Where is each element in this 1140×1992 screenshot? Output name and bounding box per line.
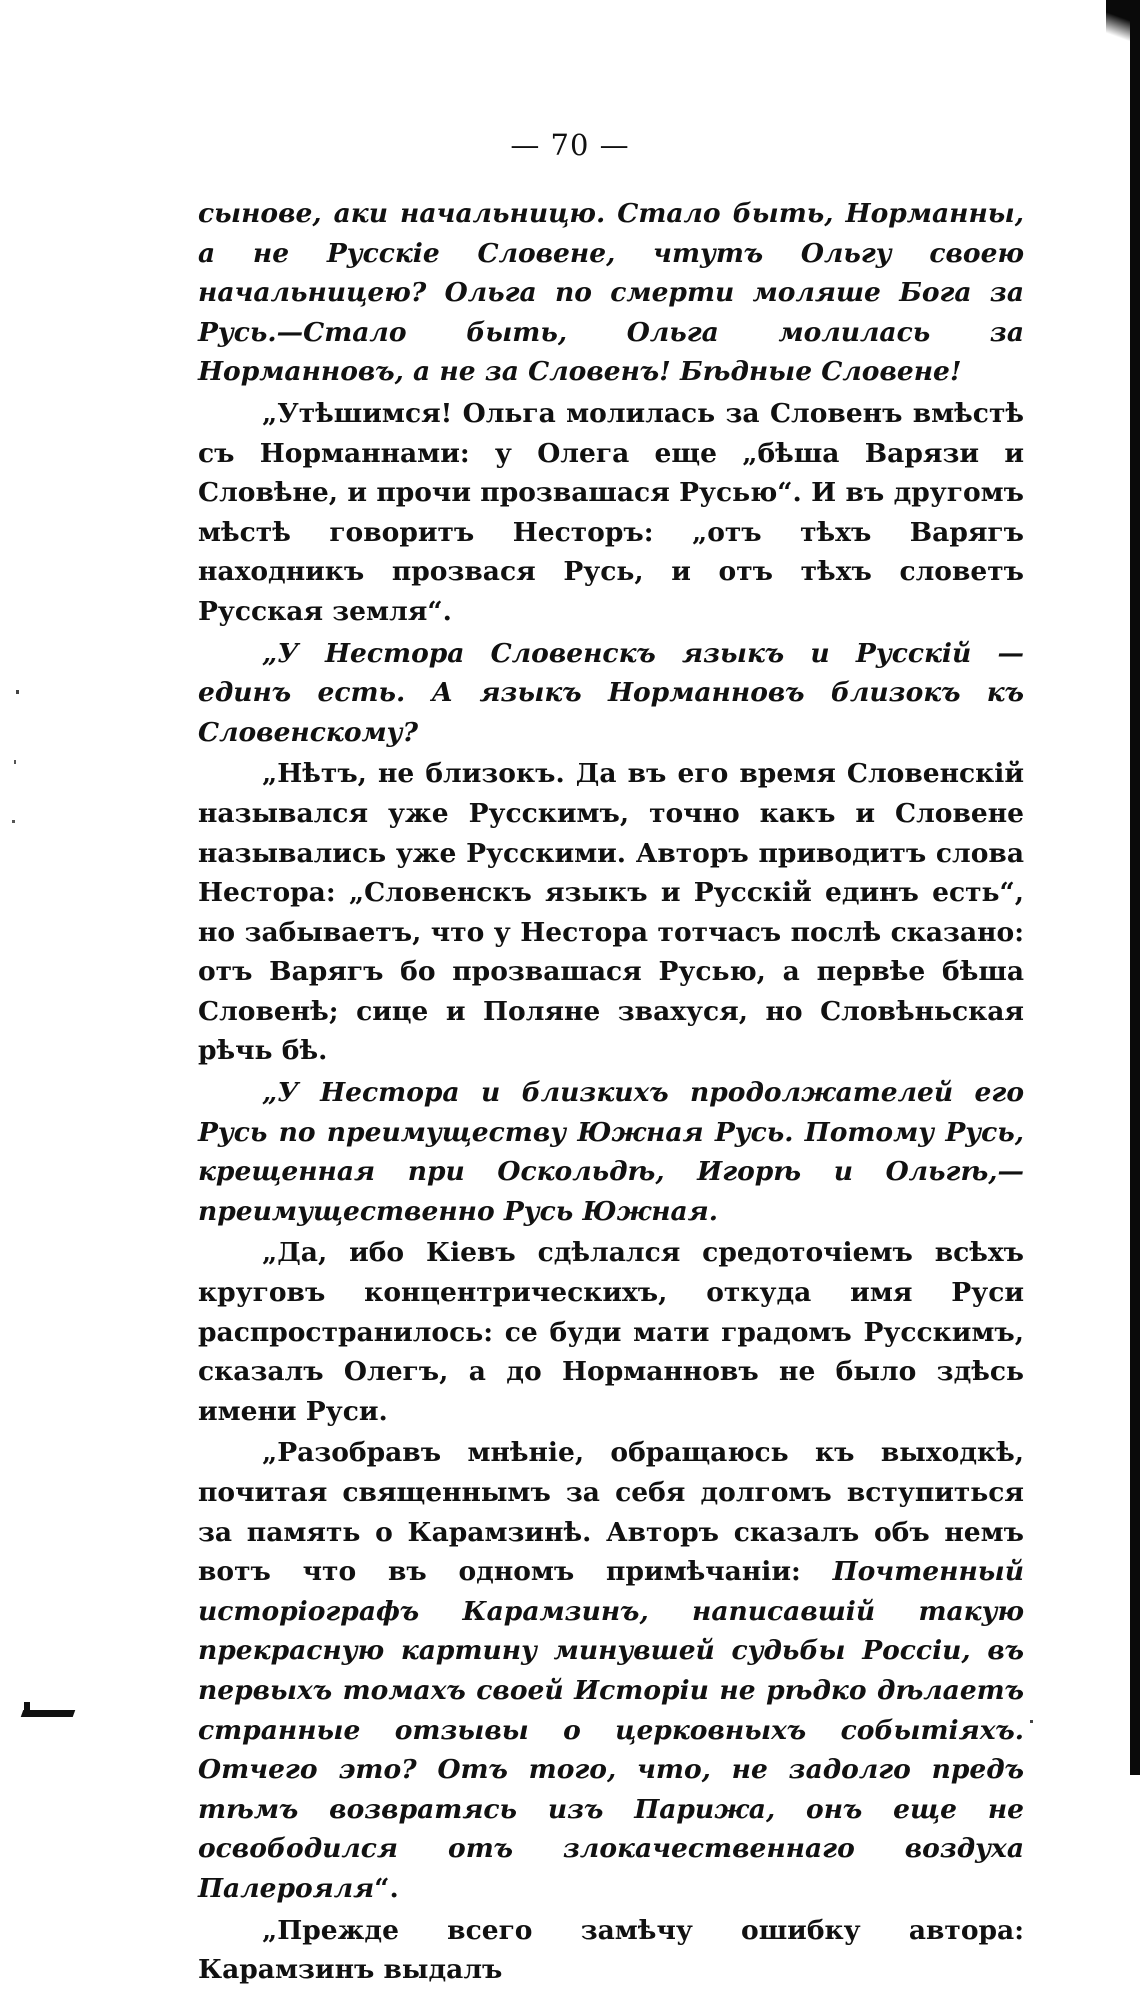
paragraph-1: сынове, аки начальницю. Стало быть, Норманны, а не Русскіе Словене, чтутъ Ольгу своею начальницею? Ольга по смерти моляше Бога за Русь.—Стало быть, Ольга молилась за Норманновъ, а не за Словенъ! Бѣдные Словене!	[198, 198, 1024, 388]
scan-artifact-dot	[1030, 1720, 1033, 1723]
paragraph-2: „Утѣшимся! Ольга молилась за Словенъ вмѣстѣ съ Норманнами: у Олега еще „бѣша Варязи и Словѣне, и прочи прозвашася Русью“. И въ другомъ мѣстѣ говоритъ Несторъ: „отъ тѣхъ Варягъ находникъ прозвася Русь, и отъ тѣхъ словетъ Русская земля“.	[198, 397, 1024, 627]
paragraph-4: „Нѣтъ, не близокъ. Да въ его время Словенскій назывался уже Русскимъ, точно какъ и Словене назывались уже Русскими. Авторъ приводитъ слова Нестора: „Словенскъ языкъ и Русскій единъ есть“, но забываетъ, что у Нестора тотчасъ послѣ сказано: отъ Варягъ бо прозвашася Русью, а первѣе бѣша Словенѣ; сице и Поляне звахуся, но Словѣньская рѣчь бѣ.	[198, 758, 1024, 1067]
paragraph-7	[198, 1433, 1024, 1908]
paragraph-6: „Да, ибо Кіевъ сдѣлался средоточіемъ всѣхъ круговъ концентрическихъ, откуда имя Руси распространилось: се буди мати градомъ Русскимъ, сказалъ Олегъ, а до Норманновъ не было здѣсь имени Руси.	[198, 1237, 1024, 1427]
paragraph-7-tail: “.	[374, 1872, 399, 1904]
paragraph-3: „У Нестора Словенскъ языкъ и Русскій — единъ есть. А языкъ Норманновъ близокъ къ Словенскому?	[198, 637, 1024, 748]
scan-artifact-dot	[14, 760, 16, 764]
text-column	[198, 194, 1024, 1992]
scan-artifact-dot	[12, 820, 15, 823]
paragraph-8: „Прежде всего замѣчу ошибку автора: Карамзинъ выдалъ	[198, 1914, 1024, 1986]
page-number: — 70 —	[510, 128, 630, 162]
scan-artifact-bottom-left	[21, 1710, 76, 1717]
paragraph-5: „У Нестора и близкихъ продолжателей его Русь по преимуществу Южная Русь. Потому Русь, крещенная при Оскольдѣ, Игорѣ и Ольгѣ,—преимущественно Русь Южная.	[198, 1077, 1024, 1227]
page-corner-shadow	[1106, 0, 1140, 48]
scan-artifact-dot	[24, 1702, 30, 1710]
paragraph-7-italic: Почтенный исторіографъ Карамзинъ, написавшій такую прекрасную картину минувшей судьбы Россіи, въ первыхъ томахъ своей Исторіи не рѣдко дѣлаетъ странные отзывы о церковныхъ событіяхъ. Отчего это? Отъ того, что, не задолго предъ тѣмъ возвратясь изъ Парижа, онъ еще не освободился отъ злокачественнаго воздуха Палерояля	[198, 1556, 1024, 1904]
paragraph-7-roman: „Разобравъ мнѣніе, обращаюсь къ выходкѣ, почитая священнымъ за себя долгомъ вступиться за память о Карамзинѣ. Авторъ сказалъ объ немъ вотъ что въ одномъ примѣчаніи:	[198, 1437, 1024, 1588]
scan-artifact-dot	[16, 690, 19, 694]
page-edge-shadow	[1130, 0, 1140, 1775]
